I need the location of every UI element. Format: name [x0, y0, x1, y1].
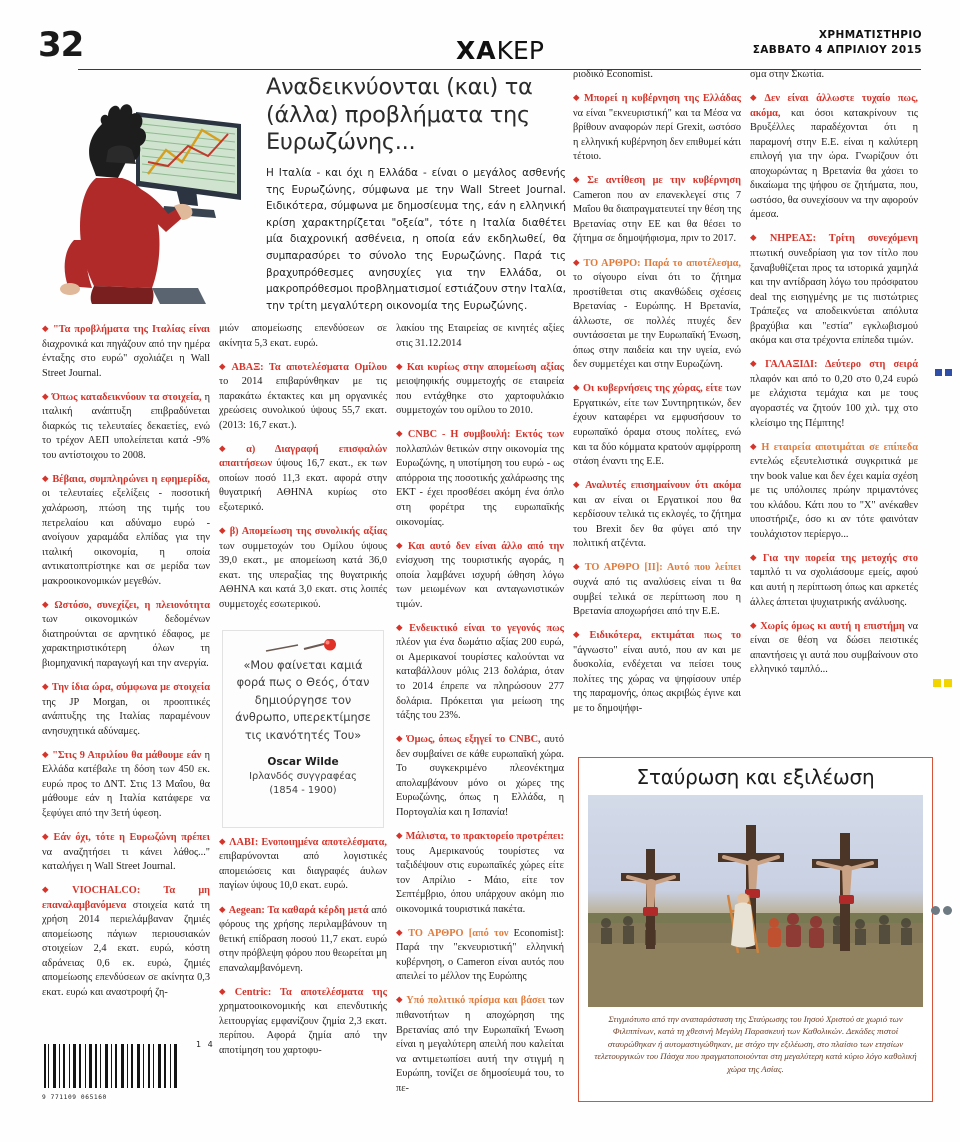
bullet-diamond-icon: ◆	[750, 619, 758, 630]
bullet-diamond-icon: ◆	[219, 985, 232, 996]
chair-illustration	[152, 288, 206, 304]
item-lead: ΤΟ ΑΡΘΡΟ [από τον	[408, 927, 509, 939]
item-body: χρηματοοικονομικής και επενδυτικής λειτουργίας εμφανίζουν ζημία 2,3 εκατ. περίπου. Αφορά ζημία από την αποτίμηση του χαρτοφυ-	[219, 1001, 387, 1056]
bullet-diamond-icon: ◆	[219, 360, 229, 371]
item-lead: α) Διαγραφή επισφαλών απαιτήσεων	[219, 443, 387, 470]
item-body: και όσοι κατακρίνουν τις Βρυξέλλες παραδέχονται ότι η παραμονή στην Ε.Ε. είναι η καλύτερη επιλογή για την ώρα. Γνωρίζουν ότι αποχωρώντας η Βρετανία θα χάσει το δικαίωμα της ψήφου σε ζητήματα, που, ωστόσο, θα συνεχίσουν να την αφορούν άμεσα.	[750, 107, 918, 221]
item-lead: Μπορεί η κυβέρνηση της Ελλάδας	[584, 93, 741, 105]
item-lead: ΤΟ ΑΡΘΡΟ: Παρά το αποτέλεσμα,	[583, 257, 741, 269]
page-folio-number: 32	[38, 25, 84, 65]
bullet-diamond-icon: ◆	[219, 903, 226, 914]
item-body: των συμμετοχών του Ομίλου ύψους 39,0 εκατ., με απομείωση κατά 36,0 εκατ. της υπεραξίας της θυγατρικής ΑΘΗΝΑ και κατά 3,0 εκατ. στις λοιπές συμμετοχές εσωτερικού.	[219, 540, 387, 610]
item-lead: β) Απομείωση της συνολικής αξίας	[229, 526, 387, 538]
item-body: εντελώς εξευτελιστικά συγκριτικά με την book value και δεν έχει καμία σχέση με τις υπόλοιπες πρώην πριμαντόνες του κλάδου. Κάτι που το "Χ" ανέκαθεν υποστήριζε, όσο κι αν τότε φαινόταν τουλάχιστον περίεργο...	[750, 456, 918, 540]
item-body: των πιθανοτήτων η αποχώρηση της Βρετανίας από την Ευρωπαϊκή Ένωση είναι η μεγαλύτερη απειλή που καλείται να αντιμετωπίσει αυτή την στιγμή η Ευρώπη, τονίζει σε δημοσίευμά του, το πε-	[396, 995, 564, 1094]
item-lead: ΝΗΡΕΑΣ: Τρίτη συνεχόμενη	[769, 233, 918, 245]
item-lead: Ειδικότερα, εκτιμάται πως το	[589, 630, 741, 642]
item-body: επιβαρύνονται από λογιστικές απομειώσεις και διαγραφές άυλων παγίων ύψους 10,0 εκατ. ευρώ.	[219, 851, 387, 892]
bullet-diamond-icon: ◆	[219, 835, 227, 846]
news-item	[396, 427, 564, 530]
bullet-diamond-icon: ◆	[396, 926, 406, 937]
item-lead: Βέβαια, συμπληρώνει η εφημερίδα,	[52, 473, 210, 485]
photo-caption: Στιγμιότυπο από την αναπαράσταση της Σταύρωσης του Ιησού Χριστού σε χωριό των Φιλιππίνων, κατά τη χθεσινή Μεγάλη Παρασκευή των Καθολικών. Δεκάδες πιστοί σταυρώθηκαν ή αυτομαστιγώθηκαν, με στόχο την εξιλέωση, στο πλαίσιο των ετησίων τελετουργικών του Πάσχα που πραγματοποιούνται στη μεγαλύτερη κατά κύριο λόγο καθολική χώρα της Ασίας.	[594, 1014, 917, 1074]
pushpin-icon	[264, 639, 342, 659]
item-lead: ΓΑΛΑΞΙΔΙ: Δεύτερο στη σειρά	[765, 359, 918, 371]
bullet-diamond-icon: ◆	[750, 232, 767, 243]
item-body: να είναι σε θέση να δώσει πειστικές απαντήσεις γι αυτά που συμβαίνουν στο ελληνικό ταμπλό...	[750, 620, 918, 676]
item-body: τους Αμερικανούς τουρίστες να ταξιδέψουν στις ευρωπαϊκές χώρες είτε τον Απρίλιο - Μάιο, είτε τον Σεπτέμβριο, όπου υπάρχουν ακόμη πιο οικονομικά τουριστικά πακέτα.	[396, 845, 564, 915]
item-lead: Centric: Τα αποτελέσματα της	[234, 986, 387, 998]
item-lead: CNBC - Η συμβουλή: Εκτός των	[407, 429, 565, 441]
item-body: ύψους 16,7 εκατ., εκ των οποίων ποσό 11,3 εκατ. αφορά στην θυγατρική ΑΘΗΝΑ κυρίως στο εξωτερικό.	[219, 458, 387, 514]
item-lead: Aegean: Τα καθαρά κέρδη μετά	[228, 904, 369, 916]
bullet-diamond-icon: ◆	[573, 92, 581, 103]
item-body: των Εργατικών, είτε των Συντηρητικών, δεν έχουν καταφέρει να εμφυσήσουν το ευρωπαϊκό όραμα στους πολίτες, ενώ και τα δύο κόμματα κρατούν αμφίρροπη στάση έναντι της Ε.Ε.	[573, 383, 741, 468]
item-lead: Την ίδια ώρα, σύμφωνα με στοιχεία	[51, 682, 210, 694]
news-item	[573, 381, 741, 469]
bullet-diamond-icon: ◆	[750, 358, 763, 369]
item-lead: Όμως, όπως εξηγεί το CNBC,	[406, 734, 541, 746]
item-lead: Σε αντίθεση με την κυβέρνηση	[587, 175, 741, 187]
news-item	[42, 680, 210, 739]
news-item	[750, 357, 918, 431]
article-headline: Αναδεικνύονται (και) τα (άλλα) προβλήματα της Ευρωζώνης...	[266, 74, 533, 155]
news-item	[396, 732, 564, 820]
item-lead: Εάν όχι, τότε η Ευρωζώνη πρέπει	[53, 831, 210, 843]
item-body: ενίσχυση της τουριστικής αγοράς, η οποία λαμβάνει ισχυρή ώθηση λόγω των μειωμένων και ανταγωνιστικών τιμών.	[396, 555, 564, 610]
bullet-diamond-icon: ◆	[750, 551, 760, 562]
logo-bold-part: XA	[456, 36, 497, 65]
item-body: το 2014 επιβαρύνθηκαν με τις παρακάτω έκτακτες και μη οργανικές χρεώσεις συνολικού ύψους 55,7 εκατ. (2013: 16,7 εκατ.).	[219, 376, 387, 431]
news-item	[573, 628, 741, 716]
item-lead: Ενδεικτικό είναι το γεγονός πως	[409, 622, 564, 634]
news-item	[219, 360, 387, 434]
photo-feature-box	[578, 757, 933, 1102]
bullet-diamond-icon: ◆	[573, 629, 587, 640]
news-item	[750, 551, 918, 610]
item-body: να αναζητήσει τι κάνει λάθος..." καταλήγει η Wall Street Journal.	[42, 846, 210, 873]
bullet-diamond-icon: ◆	[42, 598, 52, 609]
bullet-diamond-icon: ◆	[42, 830, 51, 841]
bullet-diamond-icon: ◆	[396, 994, 404, 1005]
quote-box	[222, 630, 384, 828]
item-body: "άγνωστο" είναι αυτό, που αν και με δυσκολία, ενδέχεται να πείσει τους πολίτες της χώρας να ψηφίσουν υπέρ της παραμονής, όπως ακριβώς έγινε και με το δημοψήφι-	[573, 644, 741, 714]
news-item	[219, 903, 387, 977]
barcode-issue-number: 1 4	[196, 1040, 215, 1049]
crucifixion-photo	[588, 795, 923, 1007]
bullet-diamond-icon: ◆	[396, 360, 404, 371]
issue-date: ΣΑΒΒΑΤΟ 4 ΑΠΡΙΛΙΟΥ 2015	[752, 44, 922, 56]
news-item	[396, 926, 564, 985]
item-body: πτωτική συνεδρίαση για τον τίτλο που ξαναβυθίζεται προς τα ιστορικά χαμηλά και την αντίδραση λόγω του πρόσφατου deal της εισηγμένης με τις πιστώτριες Τράπεζες να αποδεικνύεται απόλυτα βραχύβια και "εστία" εγκλωβισμού ακόμα και στα τρέχοντα επίπεδα τιμών.	[750, 248, 918, 347]
runon-paragraph: σμα στην Σκωτία.	[750, 69, 825, 80]
item-body: να είναι "εκνευριστική" και τα Μέσα να βρίθουν αναφορών περί Grexit, ωστόσο η ελληνική κυβέρνηση δεν επιθυμεί κάτι τέτοιο.	[573, 107, 741, 163]
item-body: από φόρους της χρήσης περιλαμβάνουν τη θετική επίδραση ποσού 11,7 εκατ. ευρώ στην πρόβλεψη φόρου που θεωρείται μη επαναλαμβανόμενη.	[219, 904, 387, 974]
masthead-meta	[753, 28, 922, 58]
item-body: η Ελλάδα κατέβαλε τη δόση των 450 εκ. ευρώ προς το ΔΝΤ. Στις 13 Μαΐου, θα μάθουμε εάν η Ιταλία κατάφερε να ξεφύγει από την 3ετή ύφεση.	[42, 749, 210, 819]
bullet-diamond-icon: ◆	[396, 428, 405, 439]
runon-paragraph: λακίου της Εταιρείας σε κινητές αξίες στις 31.12.2014	[396, 323, 564, 349]
news-item	[750, 440, 918, 543]
quote-author: Oscar Wilde	[267, 756, 339, 769]
news-item	[750, 231, 918, 348]
item-body: διαχρονικά και πηγάζουν από την ημέρα ένταξης στο ευρώ" σχολιάζει η Wall Street Journal.	[42, 338, 210, 379]
item-lead: Οι κυβερνήσεις της χώρας, είτε	[582, 383, 723, 395]
item-body: συχνά από τις αναλύσεις είναι τι θα συμβεί τελικά σε περίπτωση που η Βρετανία αποχωρήσει από την Ε.Ε.	[573, 576, 741, 618]
news-item	[573, 560, 741, 619]
article-illustration	[56, 90, 256, 305]
publication-logo	[444, 36, 556, 66]
news-item	[42, 883, 210, 1000]
text-column-4	[573, 68, 741, 758]
news-item	[42, 322, 210, 381]
bullet-diamond-icon: ◆	[750, 92, 762, 103]
item-lead: Υπό πολιτικό πρίσμα και βάσει	[406, 995, 546, 1007]
item-lead: "Τα προβλήματα της Ιταλίας είναι	[52, 324, 210, 335]
item-lead: Για την πορεία της μετοχής στο	[762, 552, 918, 564]
news-item	[396, 621, 564, 724]
news-item	[42, 472, 210, 589]
bullet-diamond-icon: ◆	[573, 256, 581, 267]
news-item	[573, 91, 741, 165]
runon-paragraph: μιών απομείωσης επενδύσεων σε ακίνητα 5,3 εκατ. ευρώ.	[219, 323, 387, 349]
news-item	[396, 829, 564, 917]
news-item	[219, 442, 387, 516]
item-lead: Δεν είναι άλλωστε τυχαίο πως, ακόμα,	[750, 93, 918, 119]
news-item	[42, 830, 210, 875]
section-name: ΧΡΗΜΑΤΙΣΤΗΡΙΟ	[818, 29, 922, 41]
bullet-diamond-icon: ◆	[750, 440, 759, 451]
item-body: οι τελευταίες εξελίξεις - ποσοτική χαλάρωση, πτώση της τιμής του πετρελαίου και αδύναμο ευρώ - ανοίγουν χαραμάδα ελπίδας για την ιταλική οικονομία, η οποία αντικατοπτρίστηκε και σε μερίδα των μακροοικονομικών μεγεθών.	[42, 488, 210, 587]
item-lead: Και κυρίως στην απομείωση αξίας	[406, 361, 564, 373]
news-item	[573, 478, 741, 552]
news-item	[42, 390, 210, 464]
item-lead: Και αυτό δεν είναι άλλο από την	[407, 540, 564, 552]
bullet-diamond-icon: ◆	[42, 884, 70, 895]
item-lead: VIOCHALCO: Τα μη επαναλαμβανόμενα	[42, 885, 210, 911]
news-item	[750, 619, 918, 678]
item-lead: Όπως καταδεικνύουν τα στοιχεία,	[51, 391, 202, 403]
barcode	[42, 1044, 212, 1092]
quote-text: «Μου φαίνεται καμιά φορά πως ο Θεός, όταν δημιούργησε τον άνθρωπο, υπερεκτίμησε τις ικανότητές Του»	[235, 659, 371, 742]
barcode-number: 9 771109 065160	[42, 1094, 107, 1101]
bullet-diamond-icon: ◆	[396, 539, 405, 550]
bullet-diamond-icon: ◆	[42, 323, 50, 333]
item-body: των οικονομικών δεδομένων διατηρούνται σε αρνητικό έδαφος, με χαρακτηριστικότερη όλων τη βιομηχανική παραγωγή και την ανεργία.	[42, 614, 210, 669]
item-lead: "Στις 9 Απριλίου θα μάθουμε εάν	[52, 749, 202, 761]
item-lead: Μάλιστα, το πρακτορείο προτρέπει:	[405, 830, 564, 842]
news-item	[396, 360, 564, 419]
item-body: αυτό δεν συμβαίνει σε κάθε ευρωπαϊκή χώρα. Το συγκεκριμένο πλεονέκτημα απολαμβάνουν μόνο οι χώρες της Ευρωζώνης, όπως η Ελλάδα, η Πορτογαλία και η Ισπανία!	[396, 734, 564, 818]
bullet-diamond-icon: ◆	[219, 442, 244, 453]
bullet-diamond-icon: ◆	[42, 681, 49, 692]
item-body: ταμπλό τι να σχολιάσουμε εμείς, αφού και αυτή η περίπτωση όπως και αρκετές άλλες άπτεται ψυχιατρικής ανάλυσης.	[750, 567, 918, 608]
news-item	[219, 524, 387, 612]
item-lead: Χωρίς όμως κι αυτή η επιστήμη	[760, 620, 905, 632]
registration-mark-grey	[928, 902, 952, 920]
item-lead: ΛΑΒΙ: Ενοποιημένα αποτελέσματα,	[229, 836, 387, 848]
news-item	[573, 256, 741, 373]
text-column-3	[396, 322, 564, 1102]
news-item	[42, 748, 210, 822]
item-lead: ΑΒΑΞ: Τα αποτελέσματα Ομίλου	[231, 361, 387, 373]
bullet-diamond-icon: ◆	[573, 382, 580, 393]
registration-mark-blue	[932, 363, 952, 381]
runon-paragraph: ριοδικό Economist.	[573, 69, 653, 80]
bullet-diamond-icon: ◆	[396, 621, 407, 632]
news-item	[750, 91, 918, 223]
news-item	[42, 598, 210, 672]
item-body: Cameron που αν επανεκλεγεί στις 7 Μαΐου θα διαπραγματευτεί την θέση της Βρετανίας στην ΕΕ και θα θέσει το ζήτημα σε δημοψήφισμα, πριν το 2017.	[573, 189, 741, 245]
item-body: της JP Morgan, οι προοπτικές ανάπτυξης της Ιταλίας παραμένουν ανησυχητικά αδύναμες.	[42, 696, 210, 737]
bullet-diamond-icon: ◆	[219, 525, 227, 536]
bullet-diamond-icon: ◆	[573, 174, 585, 185]
logo-light-part: KEP	[496, 36, 544, 65]
text-column-1	[42, 322, 210, 1022]
bullet-diamond-icon: ◆	[573, 479, 582, 490]
item-body: το σίγουρο είναι ότι το ζήτημα προστίθεται στις ακανθώδεις σχέσεις Βρετανίας - Ευρώπης. Η Βρετανία, άλλωστε, σε πολλές πτυχές δεν συντάσσεται με την Ευρωπαϊκή Ένωση, όπως στην παιδεία και την υγεία, ενώ δεν συμμετέχει και στην Ευρωζώνη.	[573, 272, 741, 371]
bullet-diamond-icon: ◆	[573, 561, 582, 572]
news-item	[396, 539, 564, 613]
item-body: πολλαπλών θετικών στην οικονομία της Ευρωζώνης, η υποτίμηση του ευρώ - ως απόρροια της ποσοτικής χαλάρωσης της ΕΚΤ - έχει προσθέσει ακόμη ένα όπλο στη φορέτρα της ευρωπαϊκής οικονομίας.	[396, 443, 564, 528]
item-lead: ΤΟ ΑΡΘΡΟ [II]: Αυτό που λείπει	[584, 562, 742, 574]
item-body: η ιταλική ανάπτυξη επιβραδύνεται διαρκώς τις τελευταίες δεκαετίες, ενώ το τρέχον ΑΕΠ υπολείπεται κατά -9% του αντίστοιχου το 2008.	[42, 391, 210, 461]
news-item	[219, 985, 387, 1059]
bullet-diamond-icon: ◆	[396, 733, 404, 744]
article-standfirst: Η Ιταλία - και όχι η Ελλάδα - είναι ο μεγάλος ασθενής της Ευρωζώνης, σύμφωνα με την Wall Street Journal. Ειδικότερα, σύμφωνα με δημοσίευμα της, εάν η ελληνική κρίση χαρακτηρίζεται "οξεία", τότε η Ιταλία διαθέτει μία διαχρονική ασθένεια, η οποία εάν εκδηλωθεί, θα συμπαρασύρει το σύνολο της Ευρωζώνης. Παρά τις βραχυπρόθεσμες ανησυχίες για την Ελλάδα, οι μακροπρόθεσμοι προβληματισμοί εστιάζουν στην Ιταλία, την τρίτη μεγαλύτερη οικονομία της Ευρωζώνης.	[266, 167, 566, 312]
item-body: μειοψηφικής συμμετοχής σε εταιρεία που εντάχθηκε στο χαρτοφυλάκιο συμμετοχών του ομίλου το 2010.	[396, 376, 564, 417]
item-lead: Ωστόσο, συνεχίζει, η πλειονότητα	[54, 599, 210, 611]
bullet-diamond-icon: ◆	[42, 472, 50, 483]
item-lead: Αναλυτές επισημαίνουν ότι ακόμα	[585, 480, 741, 492]
text-column-5	[750, 68, 918, 758]
news-item	[396, 993, 564, 1096]
quote-author-role: Ιρλανδός συγγραφέας	[249, 771, 357, 783]
news-item	[573, 173, 741, 247]
bullet-diamond-icon: ◆	[396, 829, 403, 840]
bullet-diamond-icon: ◆	[42, 748, 50, 759]
bullet-diamond-icon: ◆	[42, 390, 49, 401]
item-lead: Η εταιρεία αποτιμάται σε επίπεδα	[761, 441, 918, 453]
item-body: Economist]: Παρά την "εκνευριστική" ελληνική κυβέρνηση, ο Cameron είναι αυτός που απειλεί το μέλλον της Ευρώπης	[396, 927, 564, 983]
quote-author-years: (1854 - 1900)	[269, 785, 337, 797]
item-body: πλαφόν και από το 0,20 στο 0,24 ευρώ με ελάχιστα τεμάχια και με τους αγοραστές να ζητούν 100 χιλ. τμχ στο κλείσιμο της Πέμπτης!	[750, 373, 918, 429]
registration-mark-yellow	[930, 674, 952, 692]
item-body: στοιχεία κατά τη χρήση 2014 περιελάμβαναν ζημιές απομείωσης πάγιων περιουσιακών στοιχείων 2,4 εκατ. ευρώ, κόστη αδράνειας 0,6 εκ. ευρώ, ζημιές απομείωσης επενδύσεων σε ακίνητα 0,3 εκατ. ευρώ και αναστροφή ζη-	[42, 899, 210, 998]
item-body: πλέον για ένα δωμάτιο αξίας 200 ευρώ, οι Αμερικανοί τουρίστες καλούνται να καταβάλλουν μόλις 213 δολάρια, όταν το 2014 έπρεπε να πληρώσουν 277 δολάρια. Πρόκειται για μείωση της τάξης του 23%.	[396, 637, 564, 722]
item-body: και αν είναι οι Εργατικοί που θα κερδίσουν τελικά τις εκλογές, το ζήτημα του Brexit δεν θα φύγει από την πολιτική ατζέντα.	[573, 494, 741, 550]
news-item	[219, 835, 387, 894]
photo-title: Σταύρωση και εξιλέωση	[636, 765, 875, 789]
